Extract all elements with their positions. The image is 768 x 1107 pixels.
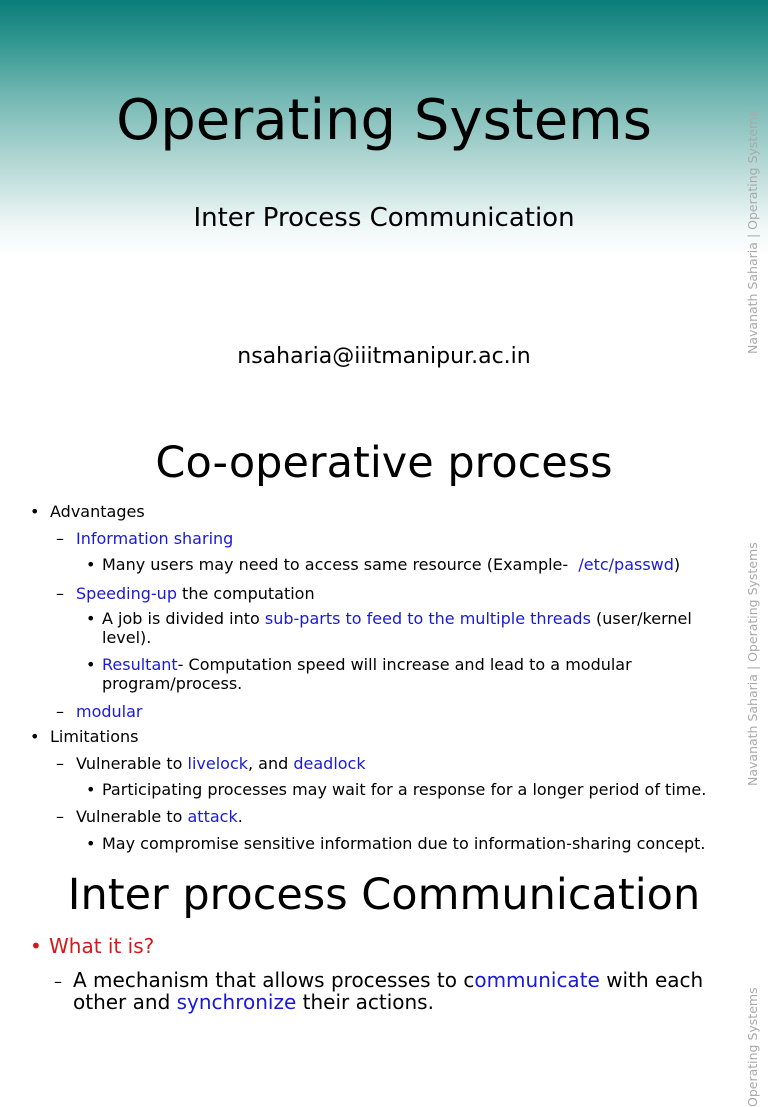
bullet: • [86,834,96,853]
dash: – [56,807,64,826]
bullet: • [30,502,40,521]
bullet: • [86,780,96,799]
side-author: Navanath Saharia [745,674,760,786]
list-item: – Speeding-up the computation [56,584,315,603]
side-footer [745,84,760,354]
list-item: • May compromise sensitive information due to information-sharing concept. [86,834,706,853]
list-item-continuation: program/process. [102,674,243,693]
side-course: Operating Systems [745,987,760,1107]
side-course: Operating Systems [745,542,760,662]
list-item: • Many users may need to access same resource (Example- /etc/passwd) [86,555,681,574]
dash: – [56,702,64,721]
list-item: – Information sharing [56,529,234,548]
slide-heading: Co-operative process [155,438,613,488]
bullet: • [86,655,96,674]
bullet: • [86,609,96,628]
list-item: – Vulnerable to livelock, and deadlock [56,754,366,773]
side-footer [745,947,760,1107]
author-email: nsaharia@iiitmanipur.ac.in [237,344,531,369]
slide-title [0,0,768,410]
list-item: – modular [56,702,143,721]
slide-ipc [0,865,768,1107]
dash: – [54,972,62,991]
page-subtitle: Inter Process Communication [193,203,575,233]
list-item: • Advantages [30,502,145,521]
bullet: • [86,555,96,574]
side-footer [745,516,760,786]
slide-heading: Inter process Communication [67,870,701,920]
side-course: Operating Systems [745,110,760,230]
page-title: Operating Systems [116,88,652,153]
list-item: – A mechanism that allows processes to communicate with each [54,968,704,992]
list-item-continuation: level). [102,628,152,647]
dash: – [56,754,64,773]
list-item: • Resultant- Computation speed will increase and lead to a modular [86,655,632,674]
list-item: • A job is divided into sub-parts to feed to the multiple threads (user/kernel [86,609,692,628]
list-item: • Participating processes may wait for a response for a longer period of time. [86,780,707,799]
dash: – [56,529,64,548]
side-separator: | [745,665,760,671]
slide-cooperative-process [0,410,768,865]
side-separator: | [745,233,760,239]
list-item: – Vulnerable to attack. [56,807,243,826]
dash: – [56,584,64,603]
bullet: • [30,934,42,958]
list-item: • What it is? [30,934,155,958]
list-item-continuation: other and synchronize their actions. [73,990,434,1014]
side-author: Navanath Saharia [745,242,760,354]
list-item: • Limitations [30,727,139,746]
bullet: • [30,727,40,746]
